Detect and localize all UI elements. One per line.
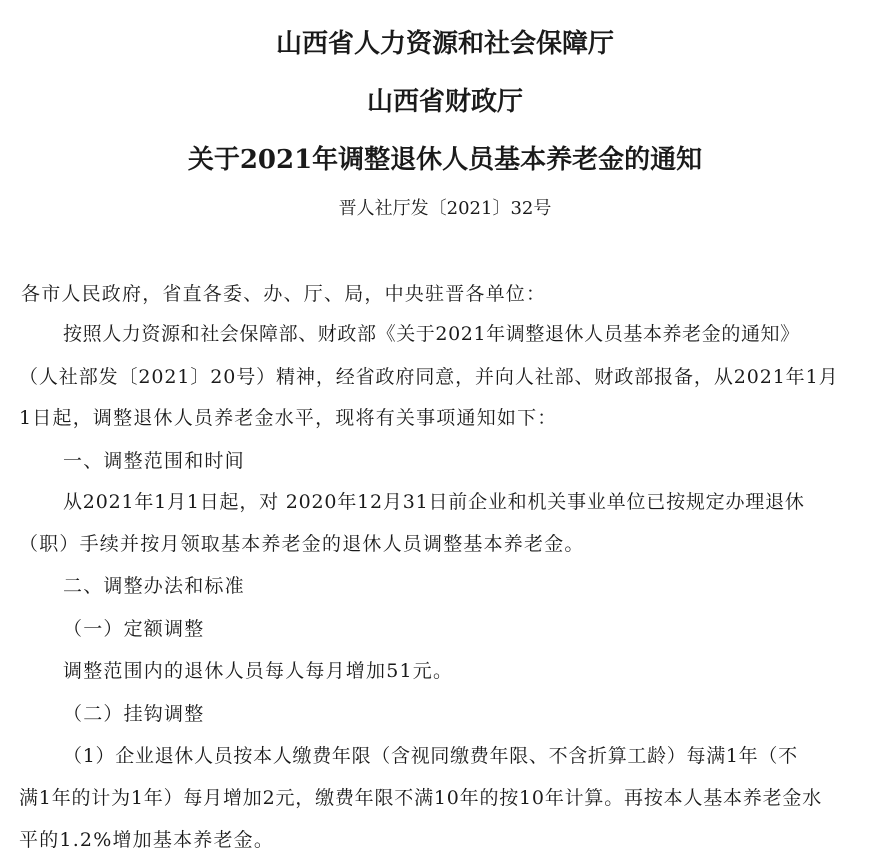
subsection-heading-fixed: （一）定额调整 xyxy=(63,618,205,640)
issuer-title-finance: 山西省财政厅 xyxy=(366,87,523,117)
section-heading-scope: 一、调整范围和时间 xyxy=(63,450,245,472)
subsection-2-line-3: 平的1.2%增加基本养老金。 xyxy=(19,829,275,851)
subsection-2-line-1: （1）企业退休人员按本人缴费年限（含视同缴费年限、不含折算工龄）每满1年（不 xyxy=(63,745,798,767)
subsection-1-text: 调整范围内的退休人员每人每月增加51元。 xyxy=(63,660,454,682)
subsection-2-line-2: 满1年的计为1年）每月增加2元，缴费年限不满10年的按10年计算。再按本人基本养老金水 xyxy=(19,787,823,809)
intro-line-1: 按照人力资源和社会保障部、财政部《关于2021年调整退休人员基本养老金的通知》 xyxy=(63,323,800,345)
notice-title: 关于2021年调整退休人员基本养老金的通知 xyxy=(187,145,703,175)
issuer-title-hrss: 山西省人力资源和社会保障厅 xyxy=(275,29,614,59)
subsection-heading-linked: （二）挂钩调整 xyxy=(63,703,205,725)
intro-line-2: （人社部发〔2021〕20号）精神，经省政府同意，并向人社部、财政部报备，从2021年1月 xyxy=(19,366,839,388)
intro-line-3: 1日起，调整退休人员养老金水平，现将有关事项通知如下： xyxy=(19,407,558,429)
section-1-line-2: （职）手续并按月领取基本养老金的退休人员调整基本养老金。 xyxy=(19,533,585,555)
section-heading-methods: 二、调整办法和标准 xyxy=(63,575,245,597)
section-1-line-1: 从2021年1月1日起，对 2020年12月31日前企业和机关事业单位已按规定办理退休 xyxy=(63,491,805,513)
document-number: 晋人社厅发〔2021〕32号 xyxy=(338,198,552,219)
salutation: 各市人民政府，省直各委、办、厅、局，中央驻晋各单位： xyxy=(21,283,547,305)
